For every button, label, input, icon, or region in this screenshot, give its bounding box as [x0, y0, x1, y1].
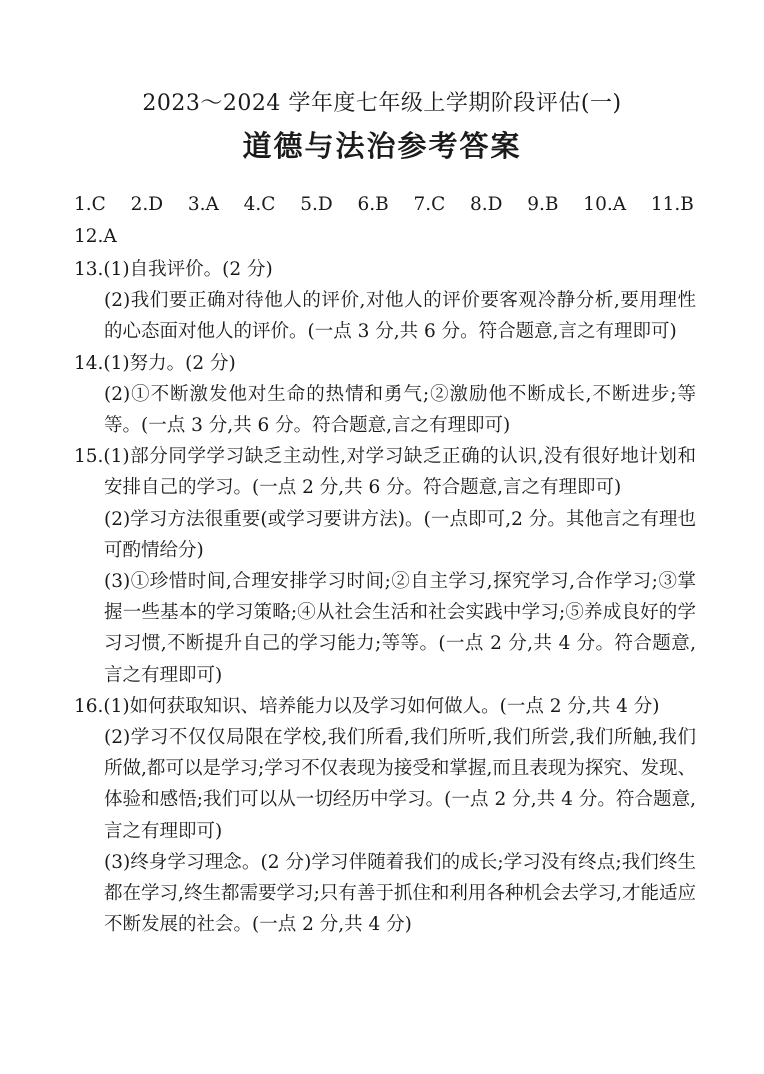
- choice-answer: 2.D: [130, 194, 164, 215]
- q13-part2: (2)我们要正确对待他人的评价,对他人的评价要客观冷静分析,要用理性的心态面对他人的评价。(一点 3 分,共 6 分。符合题意,言之有理即可): [104, 290, 696, 343]
- choice-answer: 3.A: [187, 194, 219, 215]
- q16-part2: (2)学习不仅仅局限在学校,我们所看,我们所听,我们所尝,我们所触,我们所做,都可以是学习;学习不仅表现为接受和掌握,而且表现为探究、发现、体验和感悟;我们可以从一切经历中学习。(一点 2 分,共 4 分。符合题意,言之有理即可): [104, 727, 696, 842]
- answer-content: [74, 254, 696, 940]
- page-title: 2023～2024 学年度七年级上学期阶段评估(一): [142, 91, 622, 116]
- q16-part3: (3)终身学习理念。(2 分)学习伴随着我们的成长;学习没有终点;我们终生都在学习,终生都需要学习;只有善于抓住和利用各种机会去学习,才能适应不断发展的社会。(一点 2 分,共 4 分): [104, 851, 696, 936]
- choice-answer: 7.C: [413, 194, 446, 215]
- q14-part1: 14.(1)努力。(2 分): [74, 352, 236, 374]
- q16-part1: 16.(1)如何获取知识、培养能力以及学习如何做人。(一点 2 分,共 4 分): [74, 695, 660, 717]
- choice-answer: 6.B: [357, 194, 389, 215]
- choice-answer: 8.D: [470, 194, 503, 215]
- q15-part1: 15.(1)部分同学学习缺乏主动性,对学习缺乏正确的认识,没有很好地计划和安排自己的学习。(一点 2 分,共 6 分。符合题意,言之有理即可): [74, 446, 696, 499]
- choice-answer: 1.C: [74, 194, 106, 215]
- q15-part3: (3)①珍惜时间,合理安排学习时间;②自主学习,探究学习,合作学习;③掌握一些基本的学习策略;④从社会生活和社会实践中学习;⑤养成良好的学习习惯,不断提升自己的学习能力;等等。(一点 2 分,共 4 分。符合题意,言之有理即可): [104, 571, 696, 686]
- choice-answer: 9.B: [527, 194, 559, 215]
- choice-answer: 11.B: [650, 194, 694, 215]
- choice-answer: 4.C: [243, 194, 276, 215]
- choice-answer: 10.A: [583, 194, 627, 215]
- q14-part2: (2)①不断激发他对生命的热情和勇气;②激励他不断成长,不断进步;等等。(一点 3 分,共 6 分。符合题意,言之有理即可): [104, 383, 696, 437]
- page-subtitle: 道德与法治参考答案: [242, 129, 522, 163]
- q15-part2: (2)学习方法很重要(或学习要讲方法)。(一点即可,2 分。其他言之有理也可酌情给分): [104, 508, 696, 561]
- choice-answers-row: [74, 194, 694, 215]
- choice-answer: 5.D: [300, 194, 333, 215]
- choice-answer-12: 12.A: [74, 226, 117, 247]
- q13-part1: 13.(1)自我评价。(2 分): [74, 259, 273, 280]
